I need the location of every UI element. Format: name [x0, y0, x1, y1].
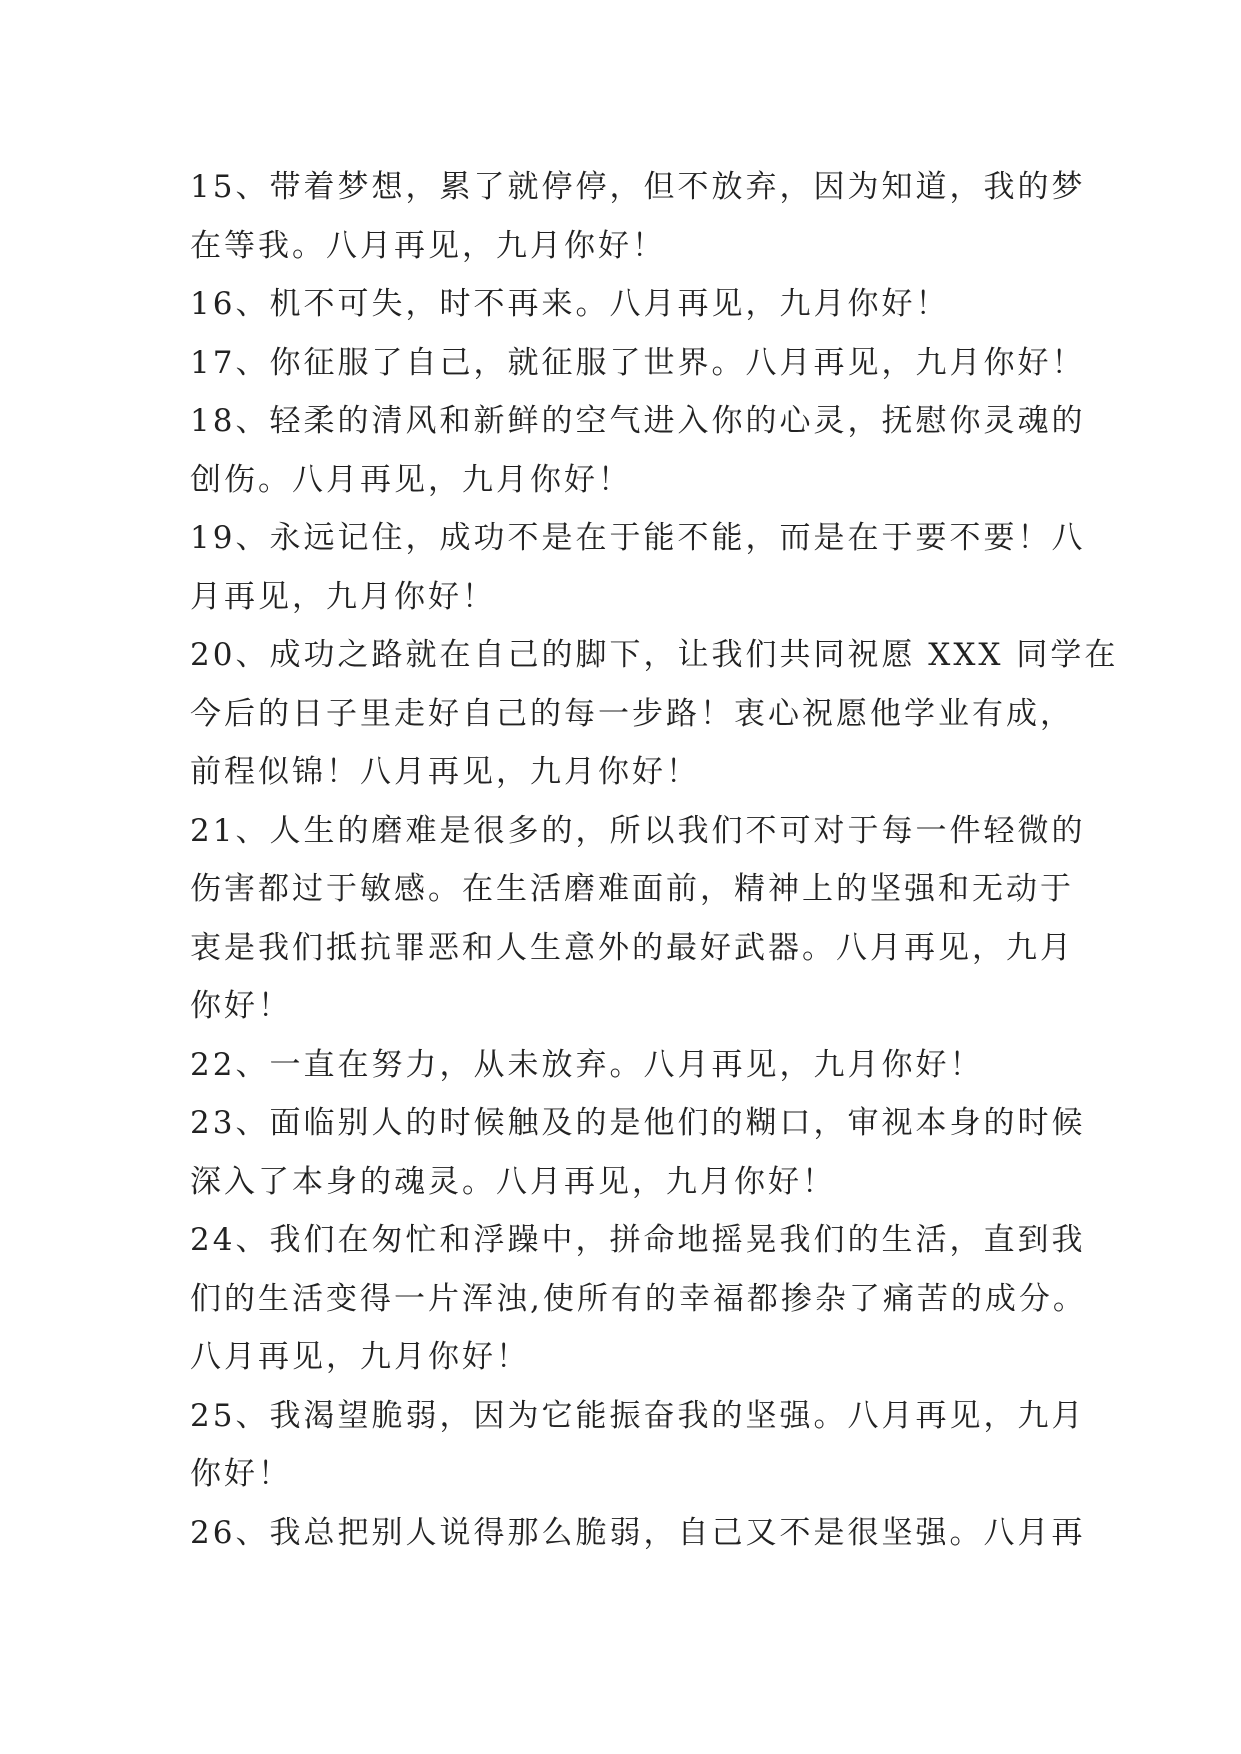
text-line: 在等我。八月再见，九月你好！: [190, 227, 666, 264]
text-line: 18、轻柔的清风和新鲜的空气进入你的心灵，抚慰你灵魂的: [190, 403, 1086, 439]
text-line: 22、一直在努力，从未放弃。八月再见，九月你好！: [190, 1046, 984, 1083]
text-line: 15、带着梦想，累了就停停，但不放弃，因为知道，我的梦: [190, 169, 1086, 205]
text-line: 16、机不可失，时不再来。八月再见，九月你好！: [190, 286, 950, 322]
text-line: 们的生活变得一片浑浊,使所有的幸福都掺杂了痛苦的成分。: [190, 1280, 1087, 1317]
text-line: 26、我总把别人说得那么脆弱，自己又不是很坚强。八月再: [190, 1514, 1086, 1551]
text-line: 八月再见，九月你好！: [190, 1339, 530, 1375]
text-line: 前程似锦！八月再见，九月你好！: [190, 754, 700, 790]
text-line: 23、面临别人的时候触及的是他们的糊口，审视本身的时候: [190, 1105, 1086, 1141]
text-line: 20、成功之路就在自己的脚下，让我们共同祝愿 XXX 同学在: [190, 637, 1119, 673]
text-line: 17、你征服了自己，就征服了世界。八月再见，九月你好！: [190, 344, 1086, 381]
text-line: 深入了本身的魂灵。八月再见，九月你好！: [190, 1163, 836, 1200]
text-line: 衷是我们抵抗罪恶和人生意外的最好武器。八月再见，九月: [190, 929, 1074, 966]
text-line: 24、我们在匆忙和浮躁中，拼命地摇晃我们的生活，直到我: [190, 1222, 1086, 1258]
text-line: 今后的日子里走好自己的每一步路！衷心祝愿他学业有成，: [190, 695, 1074, 732]
text-line: 创伤。八月再见，九月你好！: [190, 461, 632, 498]
document-body: [190, 158, 1119, 1562]
text-line: 你好！: [190, 988, 292, 1024]
text-line: 25、我渴望脆弱，因为它能振奋我的坚强。八月再见，九月: [190, 1397, 1086, 1434]
text-line: 21、人生的磨难是很多的，所以我们不可对于每一件轻微的: [190, 812, 1086, 849]
text-line: 19、永远记住，成功不是在于能不能，而是在于要不要！八: [190, 520, 1086, 556]
text-line: 你好！: [190, 1456, 292, 1492]
text-line: 伤害都过于敏感。在生活磨难面前，精神上的坚强和无动于: [190, 871, 1074, 907]
text-line: 月再见，九月你好！: [190, 578, 496, 615]
